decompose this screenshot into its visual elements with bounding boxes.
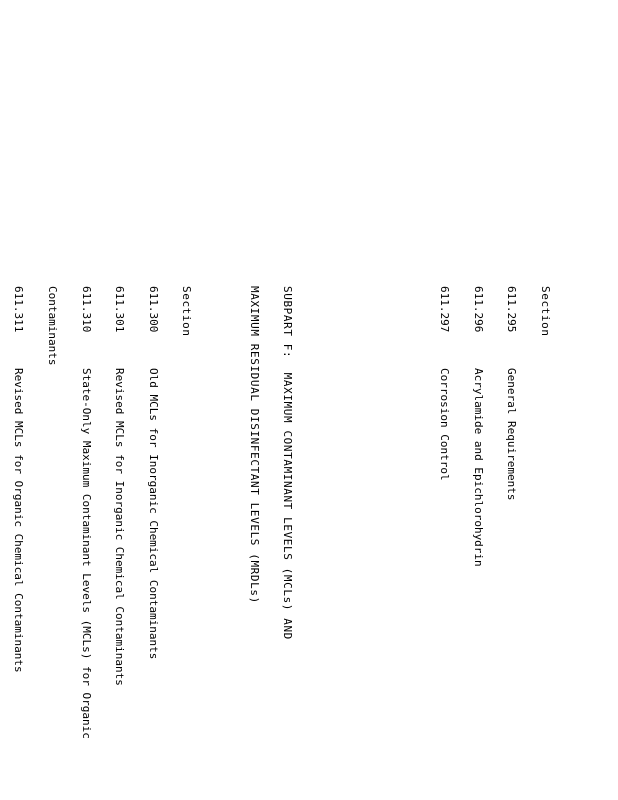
toc-entry: 611.301Revised MCLs for Inorganic Chemical Contaminants <box>113 286 127 686</box>
subpart-f-heading-continued: MAXIMUM RESIDUAL DISINFECTANT LEVELS (MRDLs) <box>247 286 261 604</box>
toc-entry: 611.297Corrosion Control <box>438 286 451 481</box>
toc-entry: 611.295General Requirements <box>505 286 519 501</box>
toc-entry: 611.296Acrylamide and Epichlorohydrin <box>471 286 485 567</box>
section-column-header: Section <box>538 286 552 337</box>
toc-entry-continuation: Contaminants <box>46 286 60 366</box>
rotated-table-of-contents <box>0 286 618 800</box>
subpart-f-heading: SUBPART F: MAXIMUM CONTAMINANT LEVELS (MCLs) AND <box>281 286 295 640</box>
top-section-list <box>416 286 573 800</box>
subpart-f <box>0 286 316 800</box>
toc-entry: 611.311Revised MCLs for Organic Chemical Contaminants <box>12 286 26 673</box>
section-column-header: Section <box>180 286 194 337</box>
toc-entry: 611.310State-Only Maximum Contaminant Levels (MCLs) for Organic <box>79 286 93 739</box>
toc-entry: 611.300Old MCLs for Inorganic Chemical Contaminants <box>146 286 160 660</box>
